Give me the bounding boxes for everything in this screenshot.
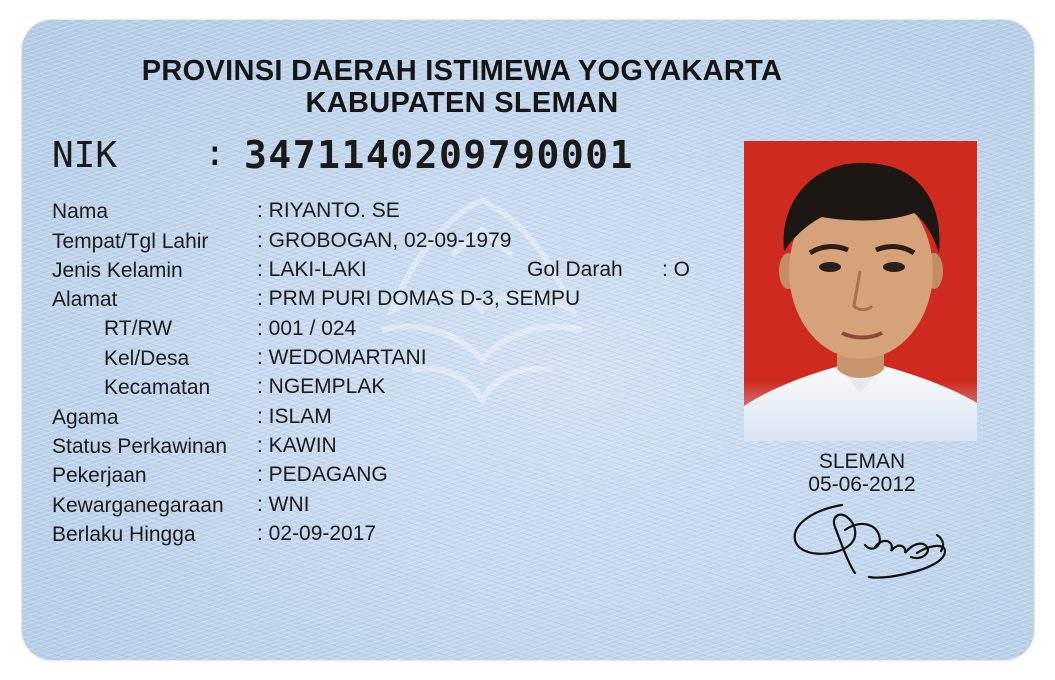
- label-rt-rw: RT/RW: [104, 317, 173, 340]
- issue-city: SLEMAN: [818, 450, 906, 473]
- label-status-perkawinan: Status Perkawinan: [52, 435, 228, 458]
- value-agama: : ISLAM: [257, 405, 332, 428]
- value-kewarganegaraan: : WNI: [257, 493, 310, 516]
- value-kel-desa: : WEDOMARTANI: [257, 346, 427, 369]
- value-kecamatan: : NGEMPLAK: [257, 375, 386, 398]
- value-gol-darah: : O: [662, 258, 691, 281]
- signature: [787, 495, 952, 580]
- label-alamat: Alamat: [52, 288, 118, 311]
- label-tempat-tgl-lahir: Tempat/Tgl Lahir: [52, 230, 209, 253]
- value-nama: : RIYANTO. SE: [257, 199, 400, 222]
- label-kel-desa: Kel/Desa: [104, 347, 190, 370]
- value-jenis-kelamin: : LAKI-LAKI: [257, 258, 367, 281]
- nik-number: 3471140209790001: [244, 133, 635, 177]
- value-alamat: : PRM PURI DOMAS D-3, SEMPU: [257, 287, 581, 310]
- label-nama: Nama: [52, 200, 109, 223]
- issue-date: 05-06-2012: [808, 473, 916, 496]
- label-jenis-kelamin: Jenis Kelamin: [52, 259, 183, 282]
- province-title: PROVINSI DAERAH ISTIMEWA YOGYAKARTA: [141, 55, 783, 87]
- regency-title: KABUPATEN SLEMAN: [305, 87, 619, 119]
- label-gol-darah: Gol Darah: [527, 258, 623, 281]
- photo-fade: [744, 381, 977, 441]
- value-berlaku-hingga: : 02-09-2017: [257, 522, 377, 545]
- label-kewarganegaraan: Kewarganegaraan: [52, 494, 224, 517]
- value-rt-rw: : 001 / 024: [257, 317, 357, 340]
- nik-colon: :: [204, 133, 226, 174]
- value-tempat-tgl-lahir: : GROBOGAN, 02-09-1979: [257, 229, 512, 252]
- value-status-perkawinan: : KAWIN: [257, 434, 337, 457]
- value-pekerjaan: : PEDAGANG: [257, 463, 388, 486]
- label-agama: Agama: [52, 406, 119, 429]
- nik-label: NIK: [52, 135, 118, 176]
- label-pekerjaan: Pekerjaan: [52, 464, 147, 487]
- label-berlaku-hingga: Berlaku Hingga: [52, 523, 196, 546]
- label-kecamatan: Kecamatan: [104, 376, 211, 399]
- holder-photo: [744, 141, 977, 441]
- id-card: [22, 20, 1034, 660]
